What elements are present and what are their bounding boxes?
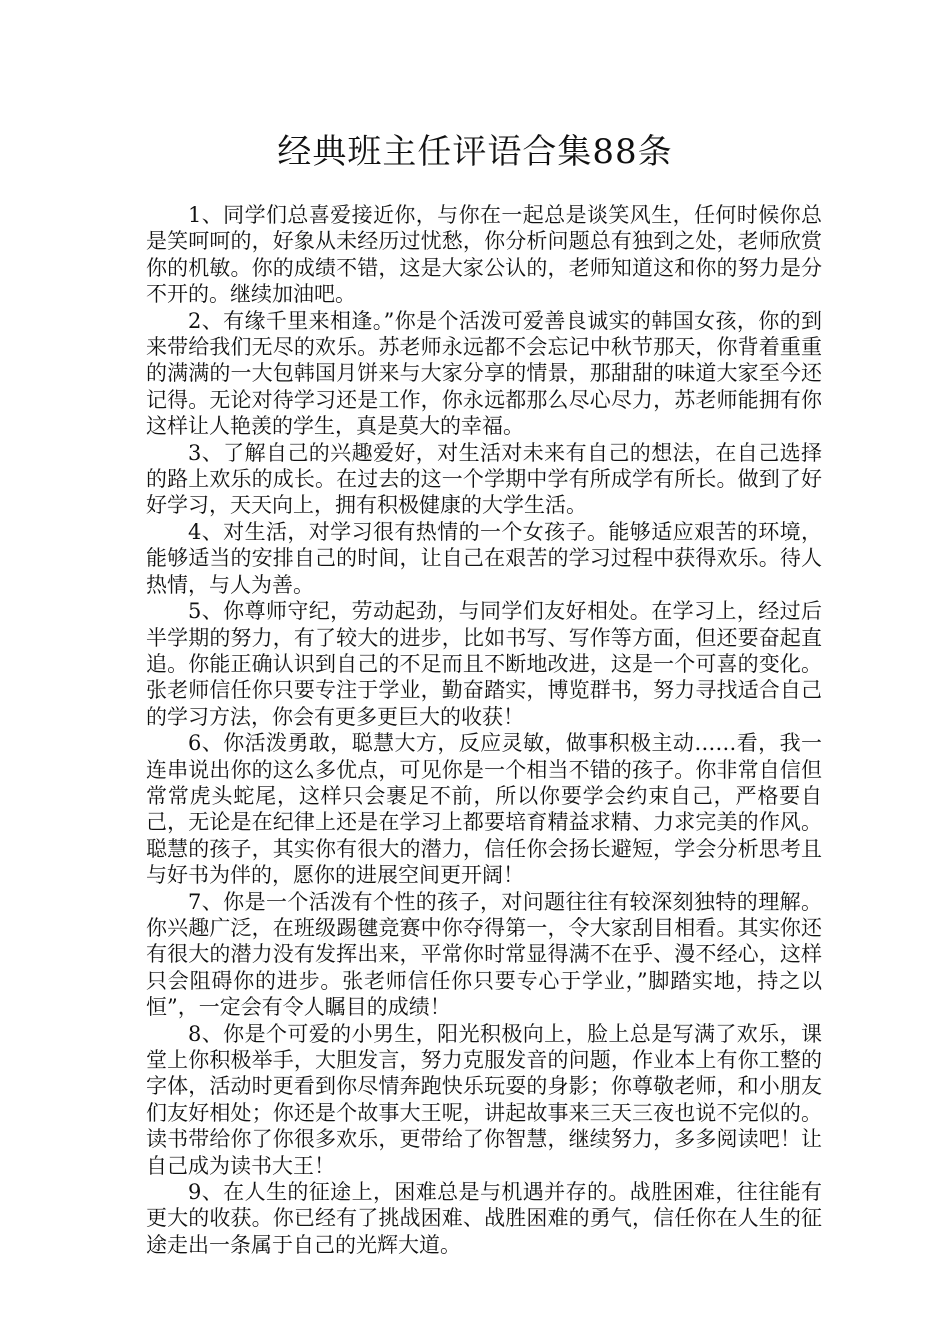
paragraph-5: 5、你尊师守纪，劳动起劲，与同学们友好相处。在学习上，经过后半学期的努力，有了较大的进步，比如书写、写作等方面，但还要奋起直追。你能正确认识到自己的不足而且不断地改进，这是一个可喜的变化。张老师信任你只要专注于学业，勤奋踏实，博览群书，努力寻找适合自己的学习方法，你会有更多更巨大的收获！ <box>146 599 822 729</box>
paragraph-2: 2、有缘千里来相逢。”你是个活泼可爱善良诚实的韩国女孩，你的到来带给我们无尽的欢乐。苏老师永远都不会忘记中秋节那天，你背着重重的满满的一大包韩国月饼来与大家分享的情景，那甜甜的味道大家至今还记得。无论对待学习还是工作，你永远都那么尽心尽力，苏老师能拥有你这样让人艳羡的学生，真是莫大的幸福。 <box>146 308 822 439</box>
paragraph-6: 6、你活泼勇敢，聪慧大方，反应灵敏，做事积极主动……看，我一连串说出你的这么多优点，可见你是一个相当不错的孩子。你非常自信但常常虎头蛇尾，这样只会裹足不前，所以你要学会约束自己，严格要自己，无论是在纪律上还是在学习上都要培育精益求精、力求完美的作风。聪慧的孩子，其实你有很大的潜力，信任你会扬长避短，学会分析思考且与好书为伴的，愿你的进展空间更开阔！ <box>146 731 822 888</box>
paragraph-1: 1、同学们总喜爱接近你，与你在一起总是谈笑风生，任何时候你总是笑呵呵的，好象从未经历过忧愁，你分析问题总有独到之处，老师欣赏你的机敏。你的成绩不错，这是大家公认的，老师知道这和你的努力是分不开的。继续加油吧。 <box>146 203 822 307</box>
paragraph-7: 7、你是一个活泼有个性的孩子，对问题往往有较深刻独特的理解。你兴趣广泛，在班级踢毽竞赛中你夺得第一，令大家刮目相看。其实你还有很大的潜力没有发挥出来，平常你时常显得满不在乎、漫不经心，这样只会阻碍你的进步。张老师信任你只要专心于学业，”脚踏实地，持之以恒”，一定会有令人瞩目的成绩！ <box>146 889 822 1020</box>
document-body <box>146 202 822 1258</box>
paragraph-8: 8、你是个可爱的小男生，阳光积极向上，脸上总是写满了欢乐，课堂上你积极举手，大胆发言，努力克服发音的问题，作业本上有你工整的字体，活动时更看到你尽情奔跑快乐玩耍的身影；你尊敬老师，和小朋友们友好相处；你还是个故事大王呢，讲起故事来三天三夜也说不完似的。读书带给你了你很多欢乐，更带给了你智慧，继续努力，多多阅读吧！让自己成为读书大王！ <box>146 1021 822 1178</box>
paragraph-4: 4、对生活，对学习很有热情的一个女孩子。能够适应艰苦的环境，能够适当的安排自己的时间，让自己在艰苦的学习过程中获得欢乐。待人热情，与人为善。 <box>146 519 822 597</box>
paragraph-3: 3、了解自己的兴趣爱好，对生活对未来有自己的想法，在自己选择的路上欢乐的成长。在过去的这一个学期中学有所成学有所长。做到了好好学习，天天向上，拥有积极健康的大学生活。 <box>146 440 822 518</box>
paragraph-9: 9、在人生的征途上，困难总是与机遇并存的。战胜困难，往往能有更大的收获。你已经有了挑战困难、战胜困难的勇气，信任你在人生的征途走出一条属于自己的光辉大道。 <box>146 1180 822 1257</box>
document-title: 经典班主任评语合集88条 <box>277 132 673 172</box>
